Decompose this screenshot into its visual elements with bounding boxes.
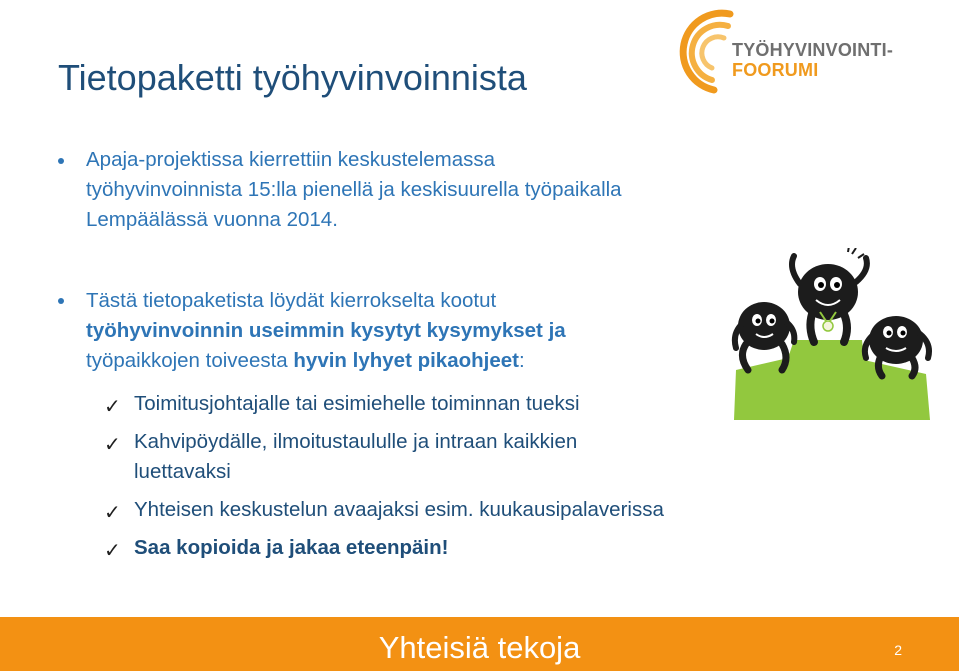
logo-text-line1: TYÖHYVINVOINTI- <box>732 40 894 60</box>
checkmark-icon: ✓ <box>104 434 121 456</box>
checklist-item-text: luettavaksi <box>134 460 231 483</box>
checklist-item-text: Toimitusjohtajalle tai esimiehelle toiminnan tueksi <box>134 392 580 415</box>
bullet-contents <box>86 286 566 376</box>
bullet-intro <box>86 145 622 235</box>
footer-bar <box>0 617 959 671</box>
bullet-contents-punct: : <box>518 349 525 372</box>
checkmark-icon: ✓ <box>104 540 121 562</box>
checkmark-icon: ✓ <box>104 396 121 418</box>
page-number: 2 <box>894 642 902 658</box>
checklist <box>104 389 664 563</box>
bullet-intro-line: Apaja-projektissa kierrettiin keskustelemassa <box>86 148 496 171</box>
footer-title: Yhteisiä tekoja <box>378 630 581 665</box>
bullet-contents-line: Tästä tietopaketista löydät kierrokselta kootut <box>86 289 497 312</box>
checklist-item <box>104 389 664 419</box>
checklist-item-text: Saa kopioida ja jakaa eteenpäin! <box>134 536 449 559</box>
bullet-contents-text: työpaikkojen toiveesta <box>86 349 294 372</box>
checklist-item-text: Kahvipöydälle, ilmoitustaululle ja intraan kaikkien <box>134 430 578 453</box>
logo-text-line2: FOORUMI <box>732 60 819 80</box>
checklist-item <box>104 495 664 525</box>
checklist-item <box>104 427 664 487</box>
bullet-contents-bold-line: työhyvinvoinnin useimmin kysytyt kysymykset ja <box>86 319 566 342</box>
bullet-intro-line: työhyvinvoinnista 15:lla pienellä ja keskisuurella työpaikalla <box>86 178 622 201</box>
podium-characters-icon <box>728 248 934 428</box>
slide-title: Tietopaketti työhyvinvoinnista <box>58 57 527 98</box>
tyohyvinvointifoorumi-logo <box>672 4 922 96</box>
checklist-item-text: Yhteisen keskustelun avaajaksi esim. kuukausipalaverissa <box>134 498 664 521</box>
bullet-dot <box>58 158 64 164</box>
bullet-contents-line <box>86 346 566 376</box>
checklist-item <box>104 533 664 563</box>
bullet-intro-line: Lempäälässä vuonna 2014. <box>86 208 338 231</box>
bullet-dot <box>58 298 64 304</box>
bullet-contents-bold-text: hyvin lyhyet pikaohjeet <box>293 349 519 372</box>
checkmark-icon: ✓ <box>104 502 121 524</box>
